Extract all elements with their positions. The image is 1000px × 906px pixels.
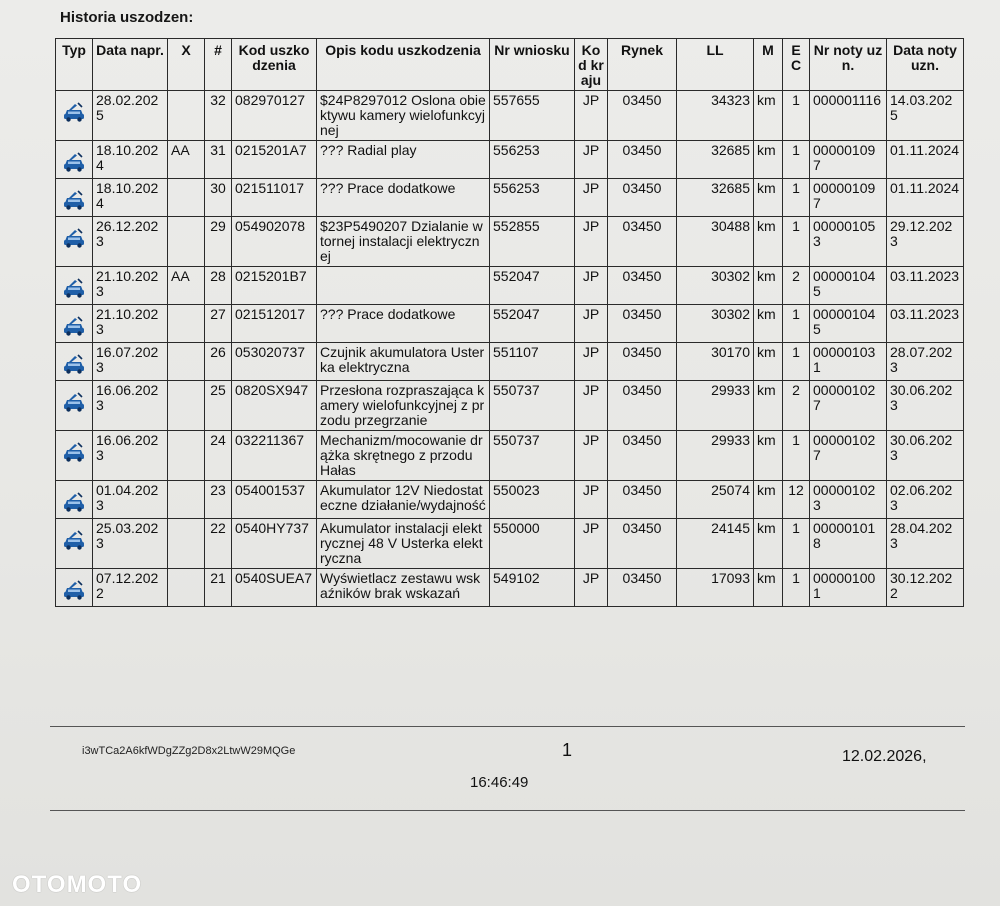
credit-note-date: 28.07.2023 (887, 343, 964, 381)
claim-number: 551107 (490, 343, 575, 381)
market-code: 03450 (608, 267, 677, 305)
country-code: JP (575, 519, 608, 569)
x-flag: AA (168, 267, 205, 305)
car-repair-icon (62, 101, 86, 126)
country-code: JP (575, 217, 608, 267)
market-code: 03450 (608, 343, 677, 381)
entry-number: 22 (205, 519, 232, 569)
country-code: JP (575, 431, 608, 481)
mileage: 29933 (677, 381, 754, 431)
table-row (56, 305, 964, 343)
repair-date: 26.12.2023 (93, 217, 168, 267)
type-cell (56, 569, 93, 607)
mileage-unit: km (754, 431, 783, 481)
repair-date: 07.12.2022 (93, 569, 168, 607)
market-code: 03450 (608, 305, 677, 343)
type-cell (56, 141, 93, 179)
x-flag (168, 179, 205, 217)
damage-description: $23P5490207 Dzialanie wtornej instalacji elektrycznej (317, 217, 490, 267)
x-flag (168, 431, 205, 481)
damage-code: 032211367 (232, 431, 317, 481)
credit-note-date: 14.03.2025 (887, 91, 964, 141)
column-header: M (754, 39, 783, 91)
damage-code: 021511017 (232, 179, 317, 217)
claim-number: 552047 (490, 267, 575, 305)
entry-number: 25 (205, 381, 232, 431)
credit-note-date: 01.11.2024 (887, 141, 964, 179)
ec-value: 1 (783, 217, 810, 267)
credit-note-number: 000001027 (810, 381, 887, 431)
damage-description: ??? Radial play (317, 141, 490, 179)
car-repair-icon (62, 277, 86, 302)
car-repair-icon (62, 315, 86, 340)
mileage: 29933 (677, 431, 754, 481)
type-cell (56, 381, 93, 431)
entry-number: 24 (205, 431, 232, 481)
damage-code: 053020737 (232, 343, 317, 381)
car-repair-icon (62, 579, 86, 604)
damage-description: Akumulator instalacji elektrycznej 48 V Usterka elektryczna (317, 519, 490, 569)
column-header: Rynek (608, 39, 677, 91)
claim-number: 550737 (490, 381, 575, 431)
ec-value: 2 (783, 267, 810, 305)
mileage-unit: km (754, 305, 783, 343)
table-row (56, 569, 964, 607)
credit-note-number: 000001045 (810, 267, 887, 305)
country-code: JP (575, 91, 608, 141)
table-row (56, 343, 964, 381)
x-flag (168, 305, 205, 343)
credit-note-number: 000001027 (810, 431, 887, 481)
credit-note-number: 000001018 (810, 519, 887, 569)
claim-number: 550023 (490, 481, 575, 519)
mileage: 32685 (677, 141, 754, 179)
damage-history-table (55, 38, 964, 607)
claim-number: 550000 (490, 519, 575, 569)
document-title: Historia uszodzen: (60, 9, 194, 26)
entry-number: 28 (205, 267, 232, 305)
entry-number: 29 (205, 217, 232, 267)
mileage: 30170 (677, 343, 754, 381)
type-cell (56, 481, 93, 519)
credit-note-number: 000001031 (810, 343, 887, 381)
ec-value: 2 (783, 381, 810, 431)
credit-note-number: 000001001 (810, 569, 887, 607)
ec-value: 1 (783, 141, 810, 179)
mileage: 30302 (677, 267, 754, 305)
ec-value: 1 (783, 179, 810, 217)
table-row (56, 141, 964, 179)
repair-date: 16.07.2023 (93, 343, 168, 381)
country-code: JP (575, 569, 608, 607)
damage-description: ??? Prace dodatkowe (317, 179, 490, 217)
mileage-unit: km (754, 343, 783, 381)
repair-date: 16.06.2023 (93, 381, 168, 431)
claim-number: 556253 (490, 141, 575, 179)
mileage-unit: km (754, 179, 783, 217)
damage-description: Akumulator 12V Niedostateczne działanie/wydajność (317, 481, 490, 519)
credit-note-date: 29.12.2023 (887, 217, 964, 267)
x-flag: AA (168, 141, 205, 179)
credit-note-number: 000001053 (810, 217, 887, 267)
mileage-unit: km (754, 217, 783, 267)
column-header: Opis kodu uszkodzenia (317, 39, 490, 91)
entry-number: 26 (205, 343, 232, 381)
table-row (56, 267, 964, 305)
damage-description: Wyświetlacz zestawu wskaźników brak wskazań (317, 569, 490, 607)
column-header: Nr noty uzn. (810, 39, 887, 91)
mileage: 17093 (677, 569, 754, 607)
credit-note-date: 01.11.2024 (887, 179, 964, 217)
mileage-unit: km (754, 267, 783, 305)
column-header: Kod uszkodzenia (232, 39, 317, 91)
table-row (56, 91, 964, 141)
table-body (56, 91, 964, 607)
table-row (56, 179, 964, 217)
type-cell (56, 431, 93, 481)
market-code: 03450 (608, 179, 677, 217)
damage-description: Przesłona rozpraszająca kamery wielofunkcyjnej z przodu przegrzanie (317, 381, 490, 431)
damage-code: 0820SX947 (232, 381, 317, 431)
damage-description: Czujnik akumulatora Usterka elektryczna (317, 343, 490, 381)
damage-description (317, 267, 490, 305)
damage-code: 0215201A7 (232, 141, 317, 179)
market-code: 03450 (608, 217, 677, 267)
page-number: 1 (562, 740, 573, 760)
car-repair-icon (62, 491, 86, 516)
damage-description: Mechanizm/mocowanie drążka skrętnego z przodu Hałas (317, 431, 490, 481)
table-header-row (56, 39, 964, 91)
column-header: Data noty uzn. (887, 39, 964, 91)
credit-note-number: 000001097 (810, 141, 887, 179)
damage-code: 0540HY737 (232, 519, 317, 569)
mileage: 34323 (677, 91, 754, 141)
footer-divider-bottom (50, 810, 965, 811)
credit-note-date: 28.04.2023 (887, 519, 964, 569)
car-repair-icon (62, 353, 86, 378)
type-cell (56, 217, 93, 267)
x-flag (168, 217, 205, 267)
table-row (56, 519, 964, 569)
type-cell (56, 519, 93, 569)
column-header: Kod kraju (575, 39, 608, 91)
ec-value: 12 (783, 481, 810, 519)
ec-value: 1 (783, 519, 810, 569)
market-code: 03450 (608, 569, 677, 607)
market-code: 03450 (608, 381, 677, 431)
entry-number: 23 (205, 481, 232, 519)
claim-number: 557655 (490, 91, 575, 141)
entry-number: 27 (205, 305, 232, 343)
country-code: JP (575, 381, 608, 431)
country-code: JP (575, 343, 608, 381)
ec-value: 1 (783, 91, 810, 141)
type-cell (56, 305, 93, 343)
repair-date: 01.04.2023 (93, 481, 168, 519)
damage-description: $24P8297012 Oslona obiektywu kamery wielofunkcyjnej (317, 91, 490, 141)
x-flag (168, 343, 205, 381)
table-row (56, 431, 964, 481)
repair-date: 18.10.2024 (93, 141, 168, 179)
mileage: 30488 (677, 217, 754, 267)
x-flag (168, 519, 205, 569)
credit-note-date: 30.12.2022 (887, 569, 964, 607)
entry-number: 21 (205, 569, 232, 607)
repair-date: 21.10.2023 (93, 305, 168, 343)
column-header: E C (783, 39, 810, 91)
column-header: Typ (56, 39, 93, 91)
column-header: X (168, 39, 205, 91)
car-repair-icon (62, 227, 86, 252)
car-repair-icon (62, 189, 86, 214)
type-cell (56, 343, 93, 381)
mileage-unit: km (754, 91, 783, 141)
print-date: 12.02.2026, (842, 748, 927, 765)
claim-number: 552047 (490, 305, 575, 343)
car-repair-icon (62, 441, 86, 466)
print-time: 16:46:49 (470, 774, 529, 791)
country-code: JP (575, 267, 608, 305)
credit-note-number: 000001023 (810, 481, 887, 519)
damage-description: ??? Prace dodatkowe (317, 305, 490, 343)
column-header: Data napr. (93, 39, 168, 91)
damage-code: 054902078 (232, 217, 317, 267)
credit-note-number: 000001045 (810, 305, 887, 343)
car-repair-icon (62, 391, 86, 416)
otomoto-watermark: OTOMOTO (12, 871, 143, 898)
repair-date: 28.02.2025 (93, 91, 168, 141)
repair-date: 25.03.2023 (93, 519, 168, 569)
mileage: 30302 (677, 305, 754, 343)
x-flag (168, 91, 205, 141)
mileage-unit: km (754, 381, 783, 431)
entry-number: 30 (205, 179, 232, 217)
credit-note-number: 000001097 (810, 179, 887, 217)
credit-note-date: 30.06.2023 (887, 381, 964, 431)
damage-code: 054001537 (232, 481, 317, 519)
claim-number: 550737 (490, 431, 575, 481)
repair-date: 21.10.2023 (93, 267, 168, 305)
type-cell (56, 179, 93, 217)
mileage-unit: km (754, 481, 783, 519)
market-code: 03450 (608, 431, 677, 481)
document-code: i3wTCa2A6kfWDgZZg2D8x2LtwW29MQGe (82, 745, 296, 757)
credit-note-date: 03.11.2023 (887, 267, 964, 305)
market-code: 03450 (608, 519, 677, 569)
damage-code: 021512017 (232, 305, 317, 343)
mileage: 32685 (677, 179, 754, 217)
mileage: 25074 (677, 481, 754, 519)
table-row (56, 381, 964, 431)
damage-code: 0540SUEA7 (232, 569, 317, 607)
claim-number: 549102 (490, 569, 575, 607)
market-code: 03450 (608, 141, 677, 179)
type-cell (56, 91, 93, 141)
claim-number: 552855 (490, 217, 575, 267)
country-code: JP (575, 305, 608, 343)
x-flag (168, 481, 205, 519)
credit-note-date: 03.11.2023 (887, 305, 964, 343)
entry-number: 32 (205, 91, 232, 141)
table-row (56, 217, 964, 267)
mileage-unit: km (754, 569, 783, 607)
mileage-unit: km (754, 141, 783, 179)
type-cell (56, 267, 93, 305)
entry-number: 31 (205, 141, 232, 179)
country-code: JP (575, 141, 608, 179)
footer-divider-top (50, 726, 965, 727)
x-flag (168, 569, 205, 607)
ec-value: 1 (783, 343, 810, 381)
damage-code: 082970127 (232, 91, 317, 141)
market-code: 03450 (608, 481, 677, 519)
table-row (56, 481, 964, 519)
credit-note-date: 30.06.2023 (887, 431, 964, 481)
credit-note-number: 000001116 (810, 91, 887, 141)
ec-value: 1 (783, 305, 810, 343)
damage-code: 0215201B7 (232, 267, 317, 305)
column-header: # (205, 39, 232, 91)
claim-number: 556253 (490, 179, 575, 217)
credit-note-date: 02.06.2023 (887, 481, 964, 519)
car-repair-icon (62, 151, 86, 176)
x-flag (168, 381, 205, 431)
mileage: 24145 (677, 519, 754, 569)
country-code: JP (575, 179, 608, 217)
market-code: 03450 (608, 91, 677, 141)
repair-date: 16.06.2023 (93, 431, 168, 481)
mileage-unit: km (754, 519, 783, 569)
column-header: Nr wniosku (490, 39, 575, 91)
repair-date: 18.10.2024 (93, 179, 168, 217)
ec-value: 1 (783, 431, 810, 481)
car-repair-icon (62, 529, 86, 554)
ec-value: 1 (783, 569, 810, 607)
country-code: JP (575, 481, 608, 519)
column-header: LL (677, 39, 754, 91)
